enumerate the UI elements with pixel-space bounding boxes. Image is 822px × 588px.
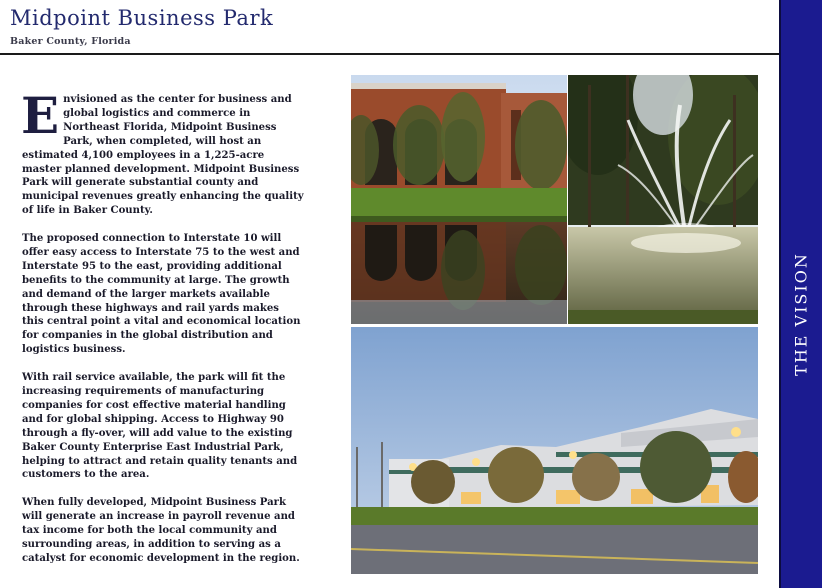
paragraph-3: With rail service available, the park will fit the increasing requirements of manufacturing companies for cost effective material handling and for global shipping. Access to Highway 90 through a fly-over, will add value to the existing Baker County Enterprise East Industrial Park, helping to attract and retain quality tenants and customers to the area.	[22, 372, 298, 481]
body-text	[21, 86, 304, 580]
photo-brick-building	[351, 75, 567, 324]
paragraph-2: The proposed connection to Interstate 10 will offer easy access to Interstate 75 to the west and Interstate 95 to the east, providing additional benefits to the community at large. The growth and demand of the larger markets available through these highways and rail yards makes this central point a vital and economical location for companies in the global distribution and logistics business.	[22, 233, 301, 356]
photo-fountain	[568, 75, 758, 324]
paragraph-4: When fully developed, Midpoint Business Park will generate an increase in payroll revenue and tax income for both the local community and surrounding areas, in addition to serving as a catalyst for economic development in the region.	[22, 497, 300, 564]
header-divider	[0, 53, 780, 55]
page-subtitle: Baker County, Florida	[10, 36, 131, 47]
header	[0, 0, 780, 53]
page-title: Midpoint Business Park	[10, 6, 274, 30]
drop-cap: E	[21, 86, 60, 145]
photo-industrial-building	[351, 327, 758, 574]
paragraph-1-text: nvisioned as the center for business and global logistics and commerce in Northeast Florida, Midpoint Business Park, when completed, will host an estimated 4,100 employees in a 1,225-acre master planned development. Midpoint Business Park will generate substantial county and municipal revenues greatly enhancing the quality of life in Baker County.	[22, 94, 304, 217]
side-label: THE VISION	[791, 252, 811, 376]
paragraph-1	[21, 86, 304, 218]
